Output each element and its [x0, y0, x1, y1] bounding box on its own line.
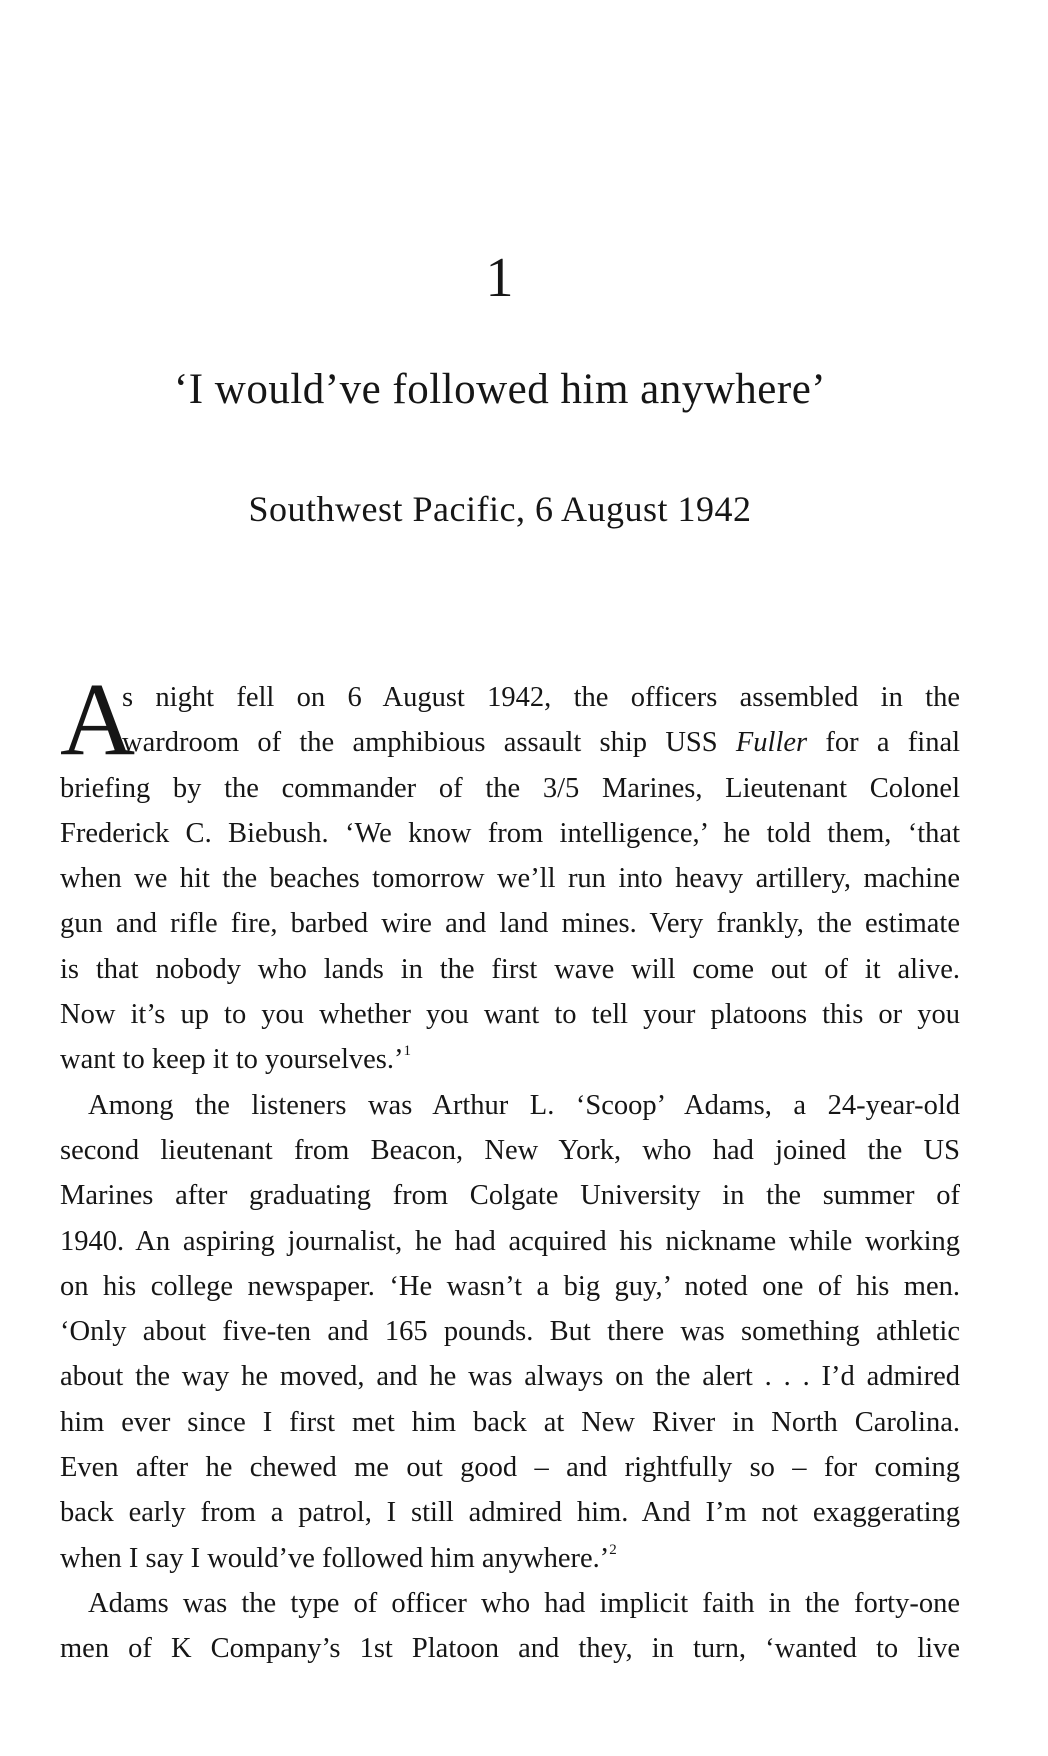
text-line: about the way he moved, and he was always on the alert . . . I’d admired — [60, 1361, 960, 1393]
text-line: Now it’s up to you whether you want to tell your platoons this or you — [60, 999, 960, 1031]
text-line: Even after he chewed me out good – and rightfully so – for coming — [60, 1452, 960, 1484]
text-line: is that nobody who lands in the first wave will come out of it alive. — [60, 953, 960, 985]
text-line: ‘Only about five-ten and 165 pounds. But there was something athletic — [60, 1316, 960, 1348]
text-line — [60, 1536, 960, 1581]
text-line: briefing by the commander of the 3/5 Marines, Lieutenant Colonel — [60, 772, 960, 804]
chapter-subtitle: Southwest Pacific, 6 August 1942 — [248, 489, 752, 529]
text-fragment: want to keep it to yourselves.’ — [60, 1044, 404, 1076]
text-line: men of K Company’s 1st Platoon and they, in turn, ‘wanted to live — [60, 1633, 960, 1665]
text-line: him ever since I first met him back at New River in North Carolina. — [60, 1406, 960, 1438]
text-line: back early from a patrol, I still admired him. And I’m not exaggerating — [60, 1497, 960, 1529]
text-fragment: wardroom of the amphibious assault ship USS — [122, 727, 718, 759]
text-line: 1940. An aspiring journalist, he had acquired his nickname while working — [60, 1225, 960, 1257]
chapter-number: 1 — [485, 247, 515, 309]
footnote-marker: 2 — [609, 1541, 617, 1558]
text-line: Adams was the type of officer who had implicit faith in the forty-one — [88, 1587, 960, 1619]
chapter-title: ‘I would’ve followed him anywhere’ — [173, 366, 827, 413]
text-line — [60, 1037, 960, 1082]
footnote-marker: 1 — [403, 1043, 412, 1060]
text-line: s night fell on 6 August 1942, the officers assembled in the — [122, 682, 960, 713]
text-fragment: when I say I would’ve followed him anywhere.’ — [60, 1542, 610, 1574]
body-text — [60, 662, 961, 1672]
text-line: gun and rifle fire, barbed wire and land mines. Very frankly, the estimate — [60, 908, 960, 940]
text-line: Marines after graduating from Colgate University in the summer of — [60, 1180, 960, 1212]
text-line: when we hit the beaches tomorrow we’ll run into heavy artillery, machine — [60, 863, 960, 895]
text-line — [60, 720, 960, 765]
text-line: on his college newspaper. ‘He wasn’t a big guy,’ noted one of his men. — [60, 1270, 960, 1302]
text-line: Among the listeners was Arthur L. ‘Scoop’ Adams, a 24-year-old — [88, 1089, 960, 1121]
drop-cap: A — [60, 662, 136, 777]
text-line: Frederick C. Biebush. ‘We know from intelligence,’ he told them, ‘that — [60, 817, 960, 849]
text-line: second lieutenant from Beacon, New York, who had joined the US — [60, 1134, 960, 1166]
ship-name: Fuller — [735, 727, 808, 759]
text-fragment: for a final — [825, 727, 961, 759]
